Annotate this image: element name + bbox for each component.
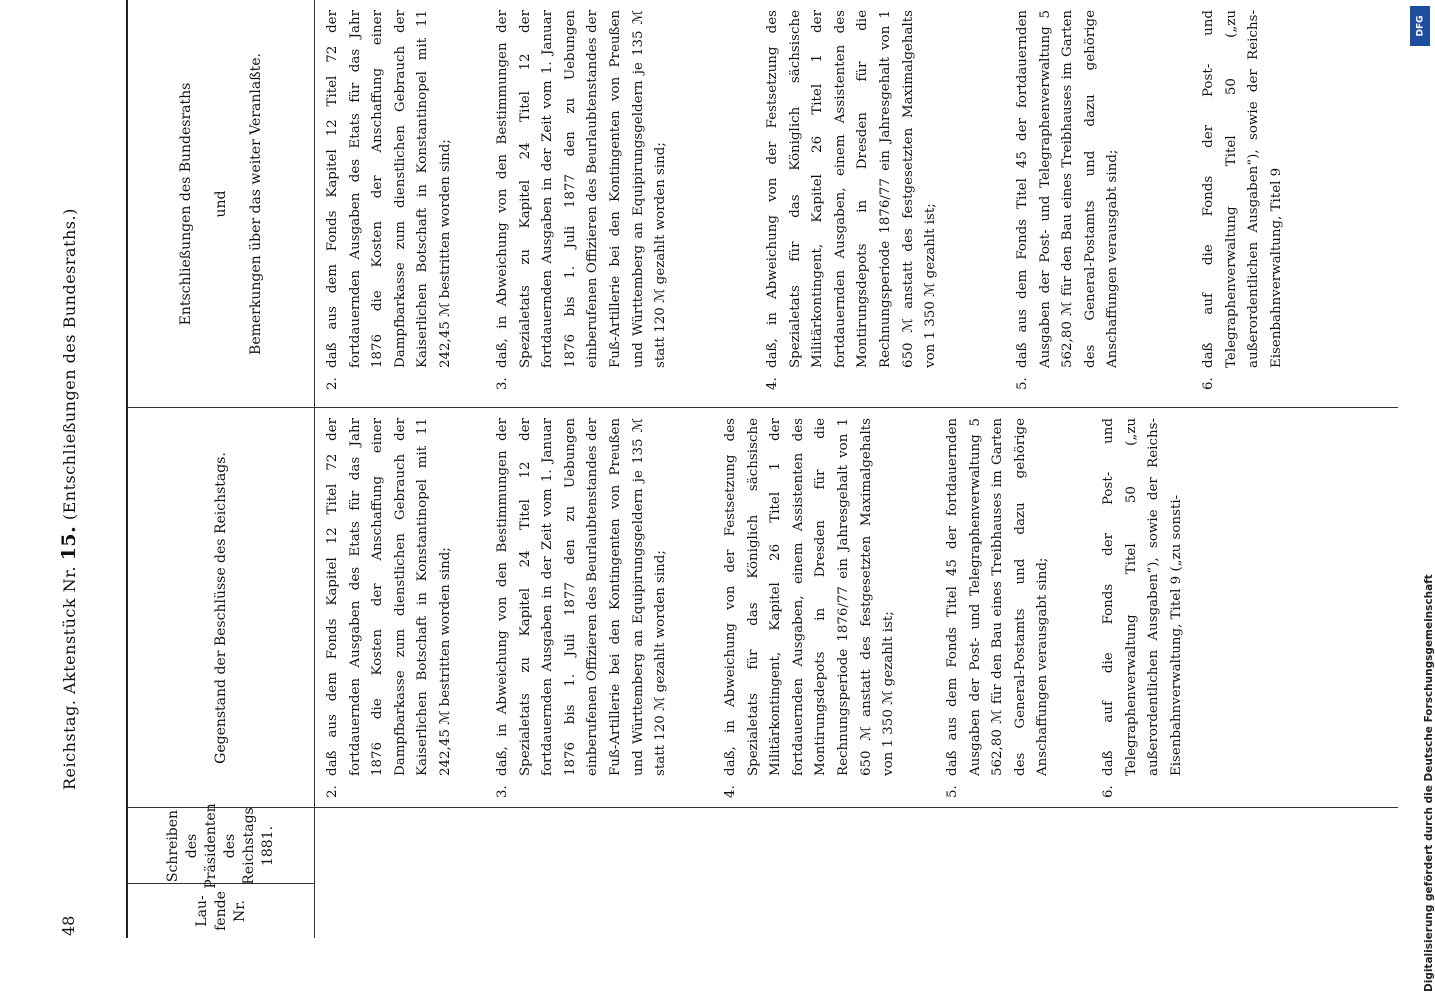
column-head-line: Lau- (193, 895, 210, 927)
item-number: 4. (723, 785, 738, 798)
item-text: daß auf die Fonds der Post- und Telegraphenverwaltung Titel 50 („zu außerordentlichen Ausgaben“), sowie der Reichs-Eisenbahnverwaltung, Titel 9 (1201, 10, 1284, 368)
column-head-line: und (212, 190, 229, 218)
resolution-item (1098, 418, 1188, 798)
column-head-line: Entschließungen des Bundesraths (177, 82, 194, 326)
item-number: 6. (1201, 377, 1216, 390)
item-number: 6. (1101, 785, 1116, 798)
column-head-line: Präsidenten (203, 803, 219, 889)
column-head-line: Nr. (231, 900, 248, 922)
remark-item (762, 10, 943, 390)
item-text: daß, in Abweichung von der Festsetzung des Spezialetats für das Königlich sächsische Militärkontingent, Kapitel 26 Titel 1 der fortdauernden Ausgaben, einem Assistenten des Montirungsdepots in Dresden für die Rechnungsperiode 1876/77 ein Jahresgehalt von 1 650 ℳ anstatt des festgesetzten Maximalgehalts von 1 350 ℳ gezahlt ist; (765, 10, 939, 368)
column-head-line: Schreiben (165, 809, 181, 883)
remark-item (492, 10, 673, 390)
column-head-line: Gegenstand der Beschlüsse des Reichstags. (212, 452, 229, 764)
item-number: 2. (325, 785, 340, 798)
item-number: 5. (945, 785, 960, 798)
item-text: daß, in Abweichung von den Bestimmungen der Spezialetats zu Kapitel 24 Titel 12 der fortdauernden Ausgaben in der Zeit vom 1. Januar 1876 bis 1. Juli 1877 den zu Uebungen einberufenen Offizieren des Beurlaubtenstandes der Fuß-Artillerie bei den Kontingenten von Preußen und Württemberg an Equipirungsgeldern je 135 ℳ statt 120 ℳ gezahlt worden sind; (495, 418, 669, 776)
item-number: 5. (1015, 377, 1030, 390)
column-divider (128, 807, 1398, 808)
item-number: 3. (495, 377, 510, 390)
column-head-letter-lines (164, 803, 278, 888)
running-head-pre: Reichstag. Aktenstück Nr. (60, 565, 79, 790)
resolution-item (322, 418, 458, 798)
column-head-remarks (128, 0, 314, 408)
column-head-remarks-lines (177, 53, 266, 355)
dfg-logo-icon (1410, 6, 1430, 46)
digitization-credit: Digitalisierung gefördert durch die Deutsche Forschungsgemeinschaft (1423, 574, 1435, 992)
item-text: daß auf die Fonds der Post- und Telegraphenverwaltung Titel 50 („zu außerordentlichen Ausgaben“), sowie der Reichs-Eisenbahnverwaltung, Titel 9 („zu sonsti- (1101, 418, 1184, 776)
header-divider (314, 0, 315, 938)
column-divider (128, 407, 1398, 408)
resolutions-table (126, 0, 1398, 938)
remark-item (1198, 10, 1288, 390)
column-head-line: Reichstags (241, 807, 257, 885)
item-number: 4. (765, 377, 780, 390)
column-head-line: Bemerkungen über das weiter Veranlaßte. (247, 53, 264, 355)
page-number: 48 (59, 915, 78, 936)
item-text: daß aus dem Fonds Kapitel 12 Titel 72 der fortdauernden Ausgaben des Etats für das Jahr 1876 die Kosten der Anschaffung einer Dampfbarkasse zum dienstlichen Gebrauch der Kaiserlichen Botschaft in Konstantinopel mit 11 242,45 ℳ bestritten worden sind; (325, 10, 453, 368)
item-text: daß, in Abweichung von den Bestimmungen der Spezialetats zu Kapitel 24 Titel 12 der fortdauernden Ausgaben in der Zeit vom 1. Januar 1876 bis 1. Juli 1877 den zu Uebungen einberufenen Offizieren des Beurlaubtenstandes der Fuß-Artillerie bei den Kontingenten von Preußen und Württemberg an Equipirungsgeldern je 135 ℳ statt 120 ℳ gezahlt worden sind; (495, 10, 669, 368)
running-head-number: 15. (58, 525, 80, 561)
column-head-number (128, 884, 314, 938)
item-number: 3. (495, 785, 510, 798)
resolution-item (942, 418, 1055, 798)
item-text: daß, in Abweichung von der Festsetzung des Spezialetats für das Königlich sächsische Militärkontingent, Kapitel 26 Titel 1 der fortdauernden Ausgaben, einem Assistenten des Montirungsdepots in Dresden für die Rechnungsperiode 1876/77 ein Jahresgehalt von 1 650 ℳ anstatt des festgesetzten Maximalgehalts von 1 350 ℳ gezahlt ist; (723, 418, 897, 776)
column-head-line: des (184, 833, 200, 859)
remark-item (322, 10, 458, 390)
column-head-line: fende (212, 891, 229, 931)
remark-item (1012, 10, 1125, 390)
resolution-item (720, 418, 901, 798)
column-head-line: 1881. (260, 825, 276, 867)
column-head-number-lines (193, 891, 250, 931)
running-head-post: (Entschließungen des Bundesraths.) (60, 208, 79, 521)
item-text: daß aus dem Fonds Kapitel 12 Titel 72 der fortdauernden Ausgaben des Etats für das Jahr 1876 die Kosten der Anschaffung einer Dampfbarkasse zum dienstlichen Gebrauch der Kaiserlichen Botschaft in Konstantinopel mit 11 242,45 ℳ bestritten worden sind; (325, 418, 453, 776)
item-text: daß aus dem Fonds Titel 45 der fortdauernden Ausgaben der Post- und Telegraphenverwaltung 5 562,80 ℳ für den Bau eines Treibhauses im Garten des General-Postamts und dazu gehörige Anschaffungen verausgabt sind; (1015, 10, 1121, 368)
resolution-item (492, 418, 673, 798)
item-number: 2. (325, 377, 340, 390)
column-head-letter (128, 803, 314, 889)
item-text: daß aus dem Fonds Titel 45 der fortdauernden Ausgaben der Post- und Telegraphenverwaltung 5 562,80 ℳ für den Bau eines Treibhauses im Garten des General-Postamts und dazu gehörige Anschaffungen verausgabt sind; (945, 418, 1051, 776)
running-head (54, 208, 84, 790)
column-head-line: des (222, 833, 238, 859)
column-head-subject (128, 408, 314, 808)
dfg-logo-text: DFG (1415, 15, 1426, 37)
